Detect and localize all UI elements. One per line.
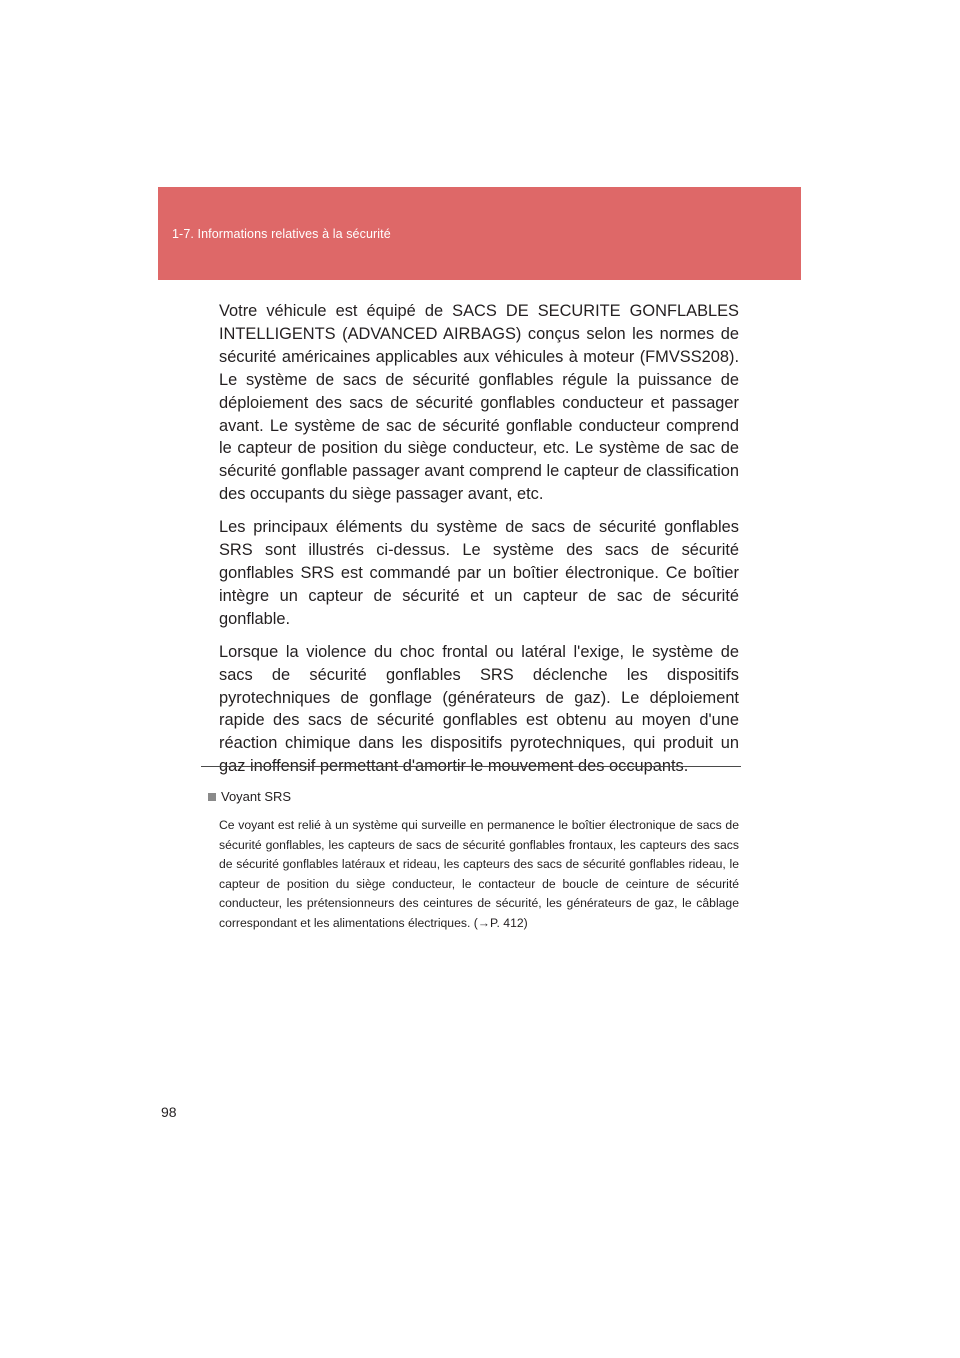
paragraph-deployment: Lorsque la violence du choc frontal ou latéral l'exige, le système de sacs de sécurité gonflables SRS déclenche les dispositifs pyrotechniques de gonflage (générateurs de gaz). Le déploiement rapide des sacs de sécurité gonflables est obtenu au moyen d'une réaction chimique dans les dispositifs pyrotechniques, qui produit un gaz inoffensif permettant d'amortir le mouvement des occupants. xyxy=(219,642,739,776)
square-bullet-icon xyxy=(208,793,216,801)
section-header-band xyxy=(158,187,801,280)
note-heading-label: Voyant SRS xyxy=(221,788,292,804)
section-divider xyxy=(201,766,741,767)
note-heading xyxy=(208,788,739,804)
note-body: Ce voyant est relié à un système qui surveille en permanence le boîtier électronique de sacs de sécurité gonflables, les capteurs de sacs de sécurité gonflables frontaux, les capteurs des sacs de sécurité gonflables latéraux et rideau, les capteurs des sacs de sécurité gonflables rideau, le capteur de position du siège conducteur, le contacteur de boucle de ceinture de sécurité conducteur, les prétensionneurs des ceintures de sécurité, les générateurs de gaz, le câblage correspondant et les alimentations électriques. (→P. 412) xyxy=(219,818,739,930)
page-number: 98 xyxy=(161,1104,177,1120)
section-title: 1-7. Informations relatives à la sécurité xyxy=(172,227,391,241)
paragraph-srs-components: Les principaux éléments du système de sacs de sécurité gonflables SRS sont illustrés ci-dessus. Le système des sacs de sécurité gonflables SRS est commandé par un boîtier électronique. Ce boîtier intègre un capteur de sécurité et un capteur de sac de sécurité gonflable. xyxy=(219,518,739,628)
paragraph-advanced-airbags: Votre véhicule est équipé de SACS DE SECURITE GONFLABLES INTELLIGENTS (ADVANCED AIRBAGS) conçus selon les normes de sécurité américaines applicables aux véhicules à moteur (FMVSS208). Le système de sacs de sécurité gonflables régule la puissance de déploiement des sacs de sécurité gonflables conducteur et passager avant. Le système de sac de sécurité gonflable conducteur comprend le capteur de position du siège conducteur, etc. Le système de sac de sécurité gonflable passager avant comprend le capteur de classification des occupants du siège passager avant, etc. xyxy=(219,302,739,504)
main-text xyxy=(219,300,739,788)
srs-warning-light-note xyxy=(208,788,739,934)
